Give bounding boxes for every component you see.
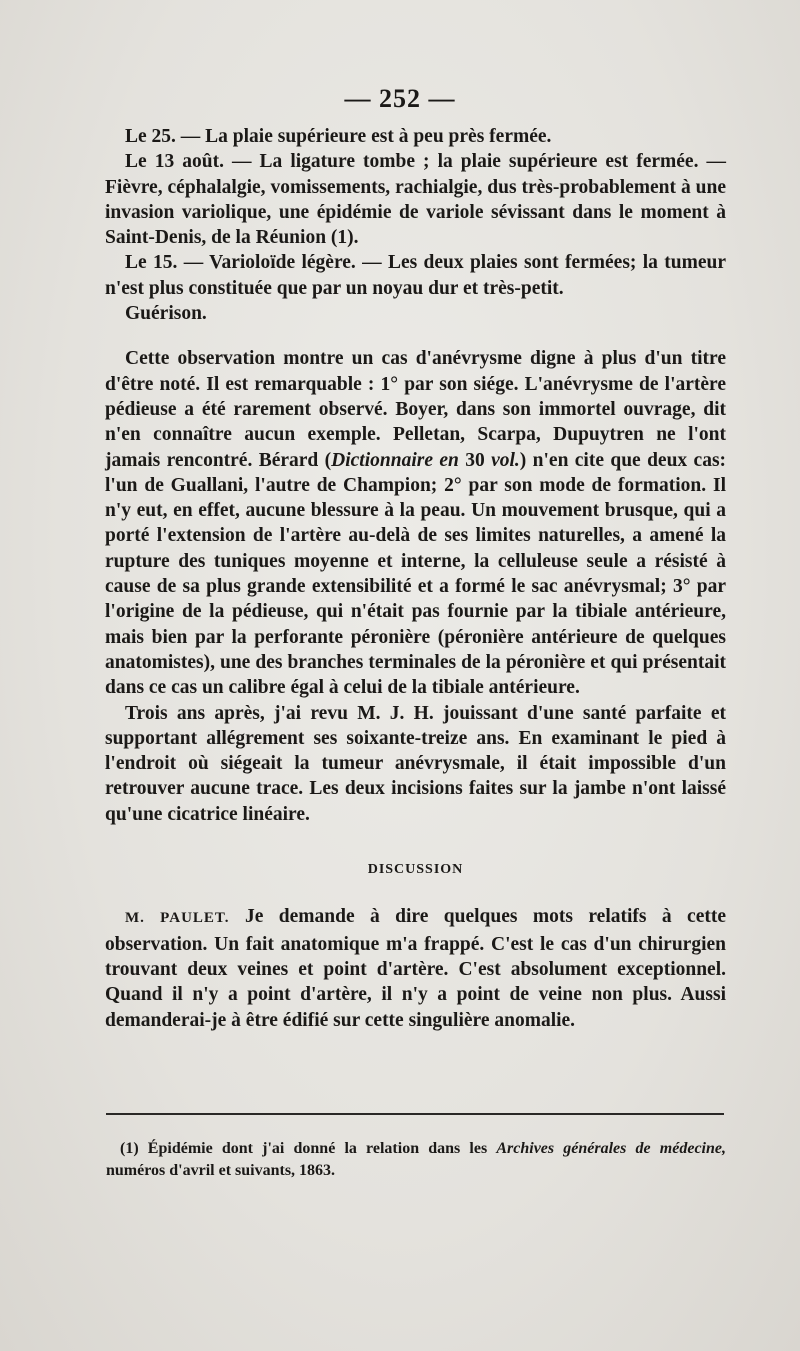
observation-text-start: Cette observation montre un cas d'anévrysme digne à plus d'un titre d'être noté. Il est remarquable : 1° par son siége. L'anévrysme de l'artère pédieuse a été rarement observé. Boyer, dans son immortel ouvrage, dit n'en connaître aucun exemple. Pelletan, Scarpa, Dupuytren ne l'ont jamais rencontré. Bérard ( (105, 348, 726, 471)
dictionnaire-title: Dictionnaire en (331, 449, 459, 471)
paragraph-trois-ans: Trois ans après, j'ai revu M. J. H. jouissant d'une santé parfaite et supportant allégrement ses soixante-treize ans. En examinant le pied à l'endroit où siégeait la tumeur anévrysmale, il était impossible d'un retrouver aucune trace. Les deux incisions faites sur la jambe n'ont laissé qu'une cicatrice linéaire. (105, 702, 726, 825)
paragraph-discussion (105, 904, 726, 1032)
footnote-marker: (1) (120, 1140, 139, 1157)
footnote-text: Épidémie dont j'ai donné la relation dans les (138, 1140, 497, 1157)
footnote-journal-title: Archives générales de médecine, (496, 1140, 726, 1157)
section-heading: DISCUSSION (367, 862, 464, 878)
paragraph-le-15: Le 15. — Varioloïde légère. — Les deux plaies sont fermées; la tumeur n'est plus constituée que par un noyau dur et très-petit. (105, 252, 726, 299)
volume-abbrev: vol. (491, 449, 520, 471)
paragraph-guerison: Guérison. (125, 303, 207, 325)
footnote-tail: numéros d'avril et suivants, 1863. (106, 1162, 336, 1179)
volume-number: 30 (458, 449, 492, 471)
page-number: — 252 — (344, 84, 456, 113)
observation-text-end: ) n'en cite que deux cas: l'un de Guallani, l'autre de Champion; 2° par son mode de formation. Il n'y eut, en effet, aucune blessure à la peau. Un mouvement brusque, qui a porté l'extension de l'artère au-delà de ses limites naturelles, a amené la rupture des tuniques moyenne et interne, la celluleuse seule a résisté à cause de sa plus grande extensibilité et a formé le sac anévrysmal; 3° par l'origine de la pédieuse, qui n'était pas fournie par la tibiale antérieure, mais bien par la perforante péronière (péronière antérieure de quelques anatomistes), une des branches terminales de la péronière et qui présentait dans ce cas un calibre égal à celui de la tibiale antérieure. (105, 449, 727, 699)
footnote-rule (106, 1113, 724, 1115)
footnote (106, 1138, 726, 1182)
discussion-text: Je demande à dire quelques mots relatifs à cette observation. Un fait anatomique m'a frappé. C'est le cas d'un chirurgien trouvant deux veines et point d'artère. C'est absolument exceptionnel. Quand il n'y a point d'artère, il n'y a point de veine non plus. Aussi demanderai-je à être édifié sur cette singulière anomalie. (105, 906, 726, 1031)
paragraph-observation (105, 346, 726, 700)
speaker-name: M. PAULET. (125, 910, 230, 927)
body-text (105, 124, 726, 1033)
paragraph-le-25: Le 25. — La plaie supérieure est à peu près fermée. (125, 126, 552, 147)
paragraph-le-13-aout: Le 13 août. — La ligature tombe ; la plaie supérieure est fermée. — Fièvre, céphalalgie, vomissements, rachialgie, dus très-probablement à une invasion variolique, une épidémie de variole sévissant dans le moment à Saint-Denis, de la Réunion (1). (105, 151, 726, 249)
